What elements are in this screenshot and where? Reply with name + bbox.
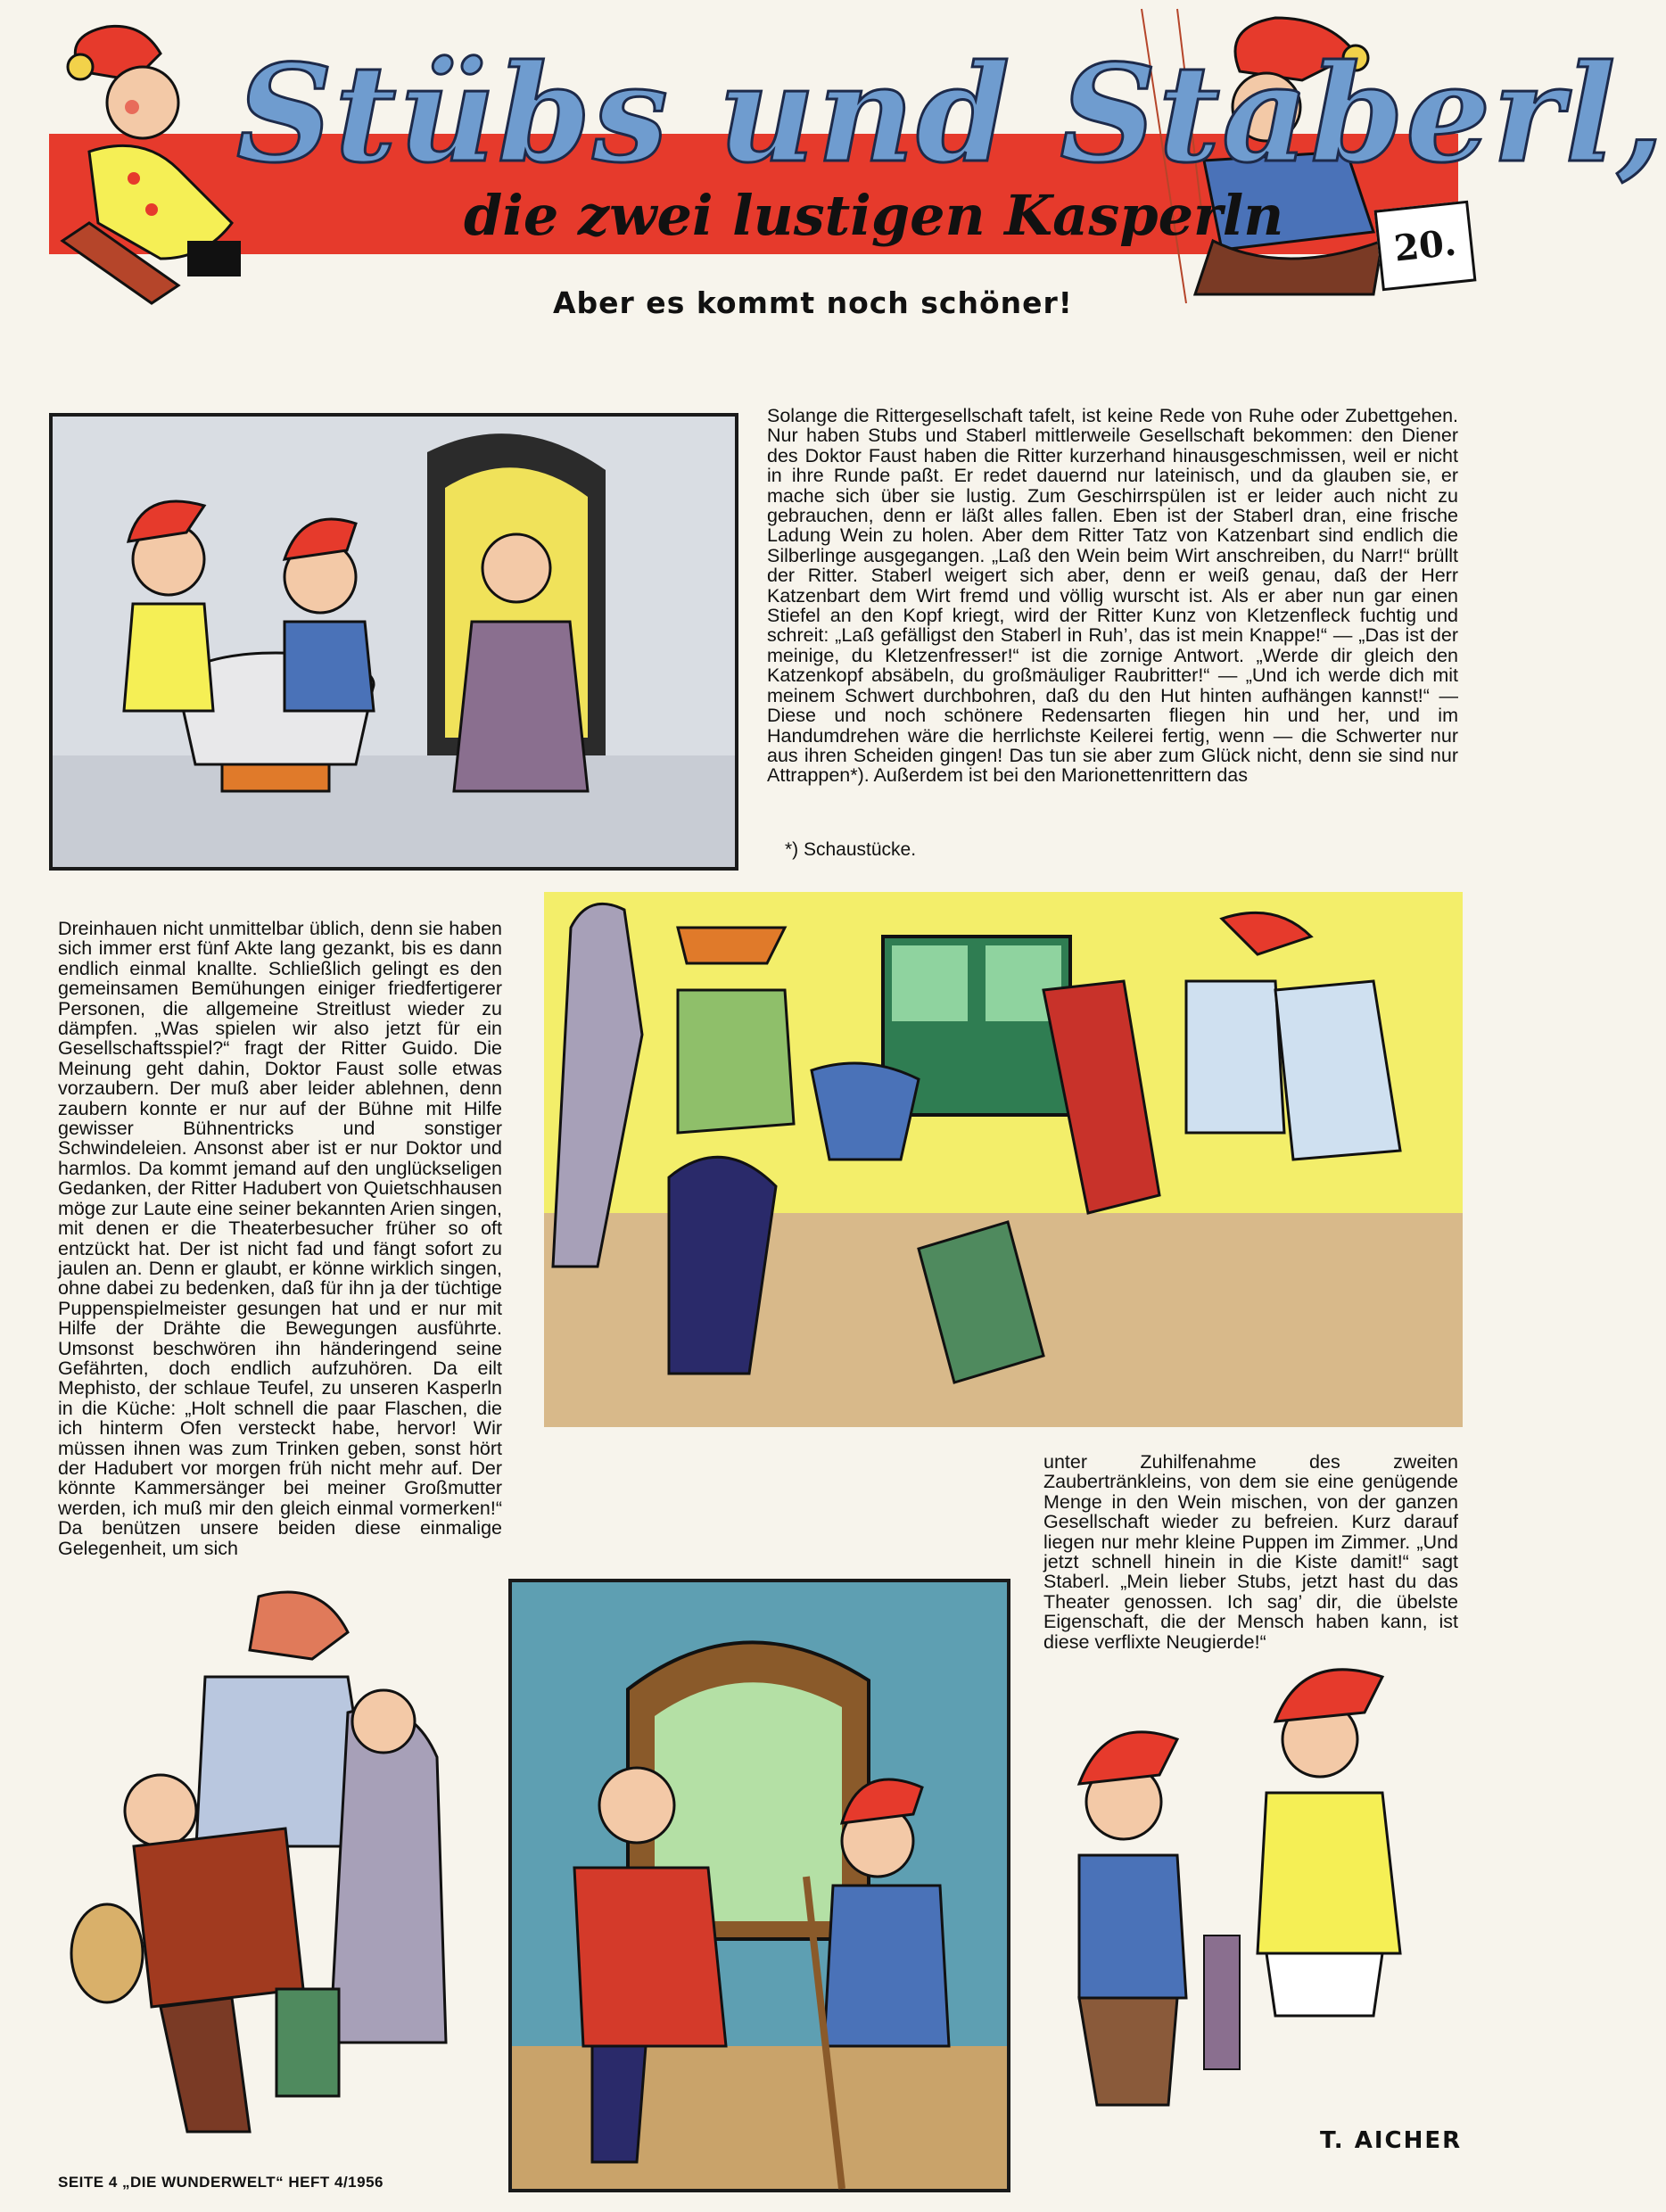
panel-kitchen-dishwashing [49,413,738,871]
story-text-top [767,406,1458,786]
story-paragraph-1: Solange die Rittergesellschaft tafelt, ist keine Rede von Ruhe oder Zubettgehen. Nur haben Stubs und Staberl mittlerweile Gesellschaft bekommen: den Diener des Doktor Faust haben die Ritter kurzerhand hinausgeschmissen, weil er nicht in ihre Runde paßt. Er redet dauernd nur lateinisch, und da glauben sie, er mache sich über sie lustig. Zum Geschirrspülen ist er leider auch nicht zu gebrauchen, denn er läßt alles fallen. Eben ist der Staberl dran, eine frische Ladung Wein zu holen. Aber dem Ritter Tatz von Katzenbart sind endlich die Silberlinge ausgegangen. „Laß den Wein beim Wirt anschreiben, du Narr!“ brüllt der Ritter. Staberl weigert sich aber, denn er weiß genau, daß der Herr Katzenbart dem Wirt fremd und völlig wurscht ist. Als er aber nun gar einen Stiefel an den Kopf kriegt, wird der Ritter Kunz von Kletzenfleck fuchtig und schreit: „Laß gefälligst den Staberl in Ruh’, das ist mein Knappe!“ — „Das ist der meinige, du Kletzenfresser!“ ist die zornige Antwort. „Werde dir gleich den Katzenkopf absäbeln, du großmäuliger Raubritter!“ — „Und ich werde dich mit meinem Schwert durchbohren, daß du den Hut hinten aufhängen kannst!“ — Diese und noch schönere Redensarten fliegen hin und her, und im Handumdrehen wäre die herrlichste Keilerei fertig, wenn — die Schwerter nur aus ihren Scheiden gingen! Das tun sie aber zum Glück nicht, denn sie sind nur Attrappen*). Außerdem ist bei den Marionettenrittern das [767,405,1458,787]
panel-mephisto-kitchen [508,1579,1010,2192]
story-text-left [58,919,502,1558]
comic-subtitle: die zwei lustigen Kasperln [464,183,1284,248]
comic-title: Stübs und Staberl, [236,36,1666,193]
episode-tagline: Aber es kommt noch schöner! [553,285,1073,320]
story-text-right [1043,1452,1458,1652]
artist-signature: T. AICHER [1320,2127,1463,2154]
story-paragraph-3: unter Zuhilfenahme des zweiten Zaubertränkleins, von dem sie eine genügende Menge in den Wein mischen, von der ganzen Gesellschaft wieder zu befreien. Kurz darauf liegen nur mehr kleine Puppen im Zimmer. „Und jetzt schnell hinein in die Kiste damit!“ sagt Staberl. „Mein lieber Stubs, jetzt hast du das Theater genossen. Ich sag’ dir, die übelste Eigenschaft, die der Mensch haben kann, ist diese verflixte Neugierde!“ [1043,1451,1458,1653]
footnote: *) Schaustücke. [785,839,917,860]
panel-puppets-in-room [1026,1641,1445,2150]
story-paragraph-2: Dreinhauen nicht unmittelbar üblich, denn sie haben sich immer erst fünf Akte lang gezankt, bis es dann endlich einmal knallte. Schließlich gelingt es den gemeinsamen Bemühungen einiger friedfertigerer Personen, die allgemeine Streitlust wieder zu dämpfen. „Was spielen wir also jetzt für ein Gesellschaftsspiel?“ fragt der Ritter Guido. Die Meinung geht dahin, Doktor Faust solle etwas vorzaubern. Der muß aber leider ablehnen, denn zaubern konnte er nur auf der Bühne mit Hilfe gewisser Bühnentricks und sonstiger Schwindeleien. Ansonst aber ist er nur Doktor und harmlos. Da kommt jemand auf den unglückseligen Gedanken, der Ritter Hadubert von Quietschhausen möge zur Laute eine seiner bekannten Arien singen, mit denen er die Theaterbesucher früher so oft entzückt hat. Der ist nicht fad und fängt sofort zu jaulen an. Denn er glaubt, er könne wirklich singen, ohne dabei zu bedenken, daß für ihn ja der tüchtige Puppenspielmeister gesungen hat und er nur mit Hilfe der Drähte die Bewegungen ausführte. Umsonst beschwören ihn händeringend seine Gefährten, doch endlich aufzuhören. Da eilt Mephisto, der schlaue Teufel, zu unseren Kasperln in die Küche: „Holt schnell die paar Flaschen, die ich hinterm Ofen versteckt habe, hervor! Wir müssen ihnen was zum Trinken geben, sonst hört der Hadubert vor morgen früh nicht mehr auf. Der könnte Kammersänger bei meiner Großmutter werden, ich muß mir den gleich einmal vormerken!“ Da benützen unsere beiden diese einmalige Gelegenheit, um sich [58,918,502,1559]
page-footer: SEITE 4 „DIE WUNDERWELT“ HEFT 4/1956 [58,2174,384,2191]
episode-number: 20. [1374,201,1477,292]
panel-singing-knight [54,1579,491,2150]
panel-knights-brawl [544,892,1463,1427]
jester-left-illustration [27,18,268,312]
